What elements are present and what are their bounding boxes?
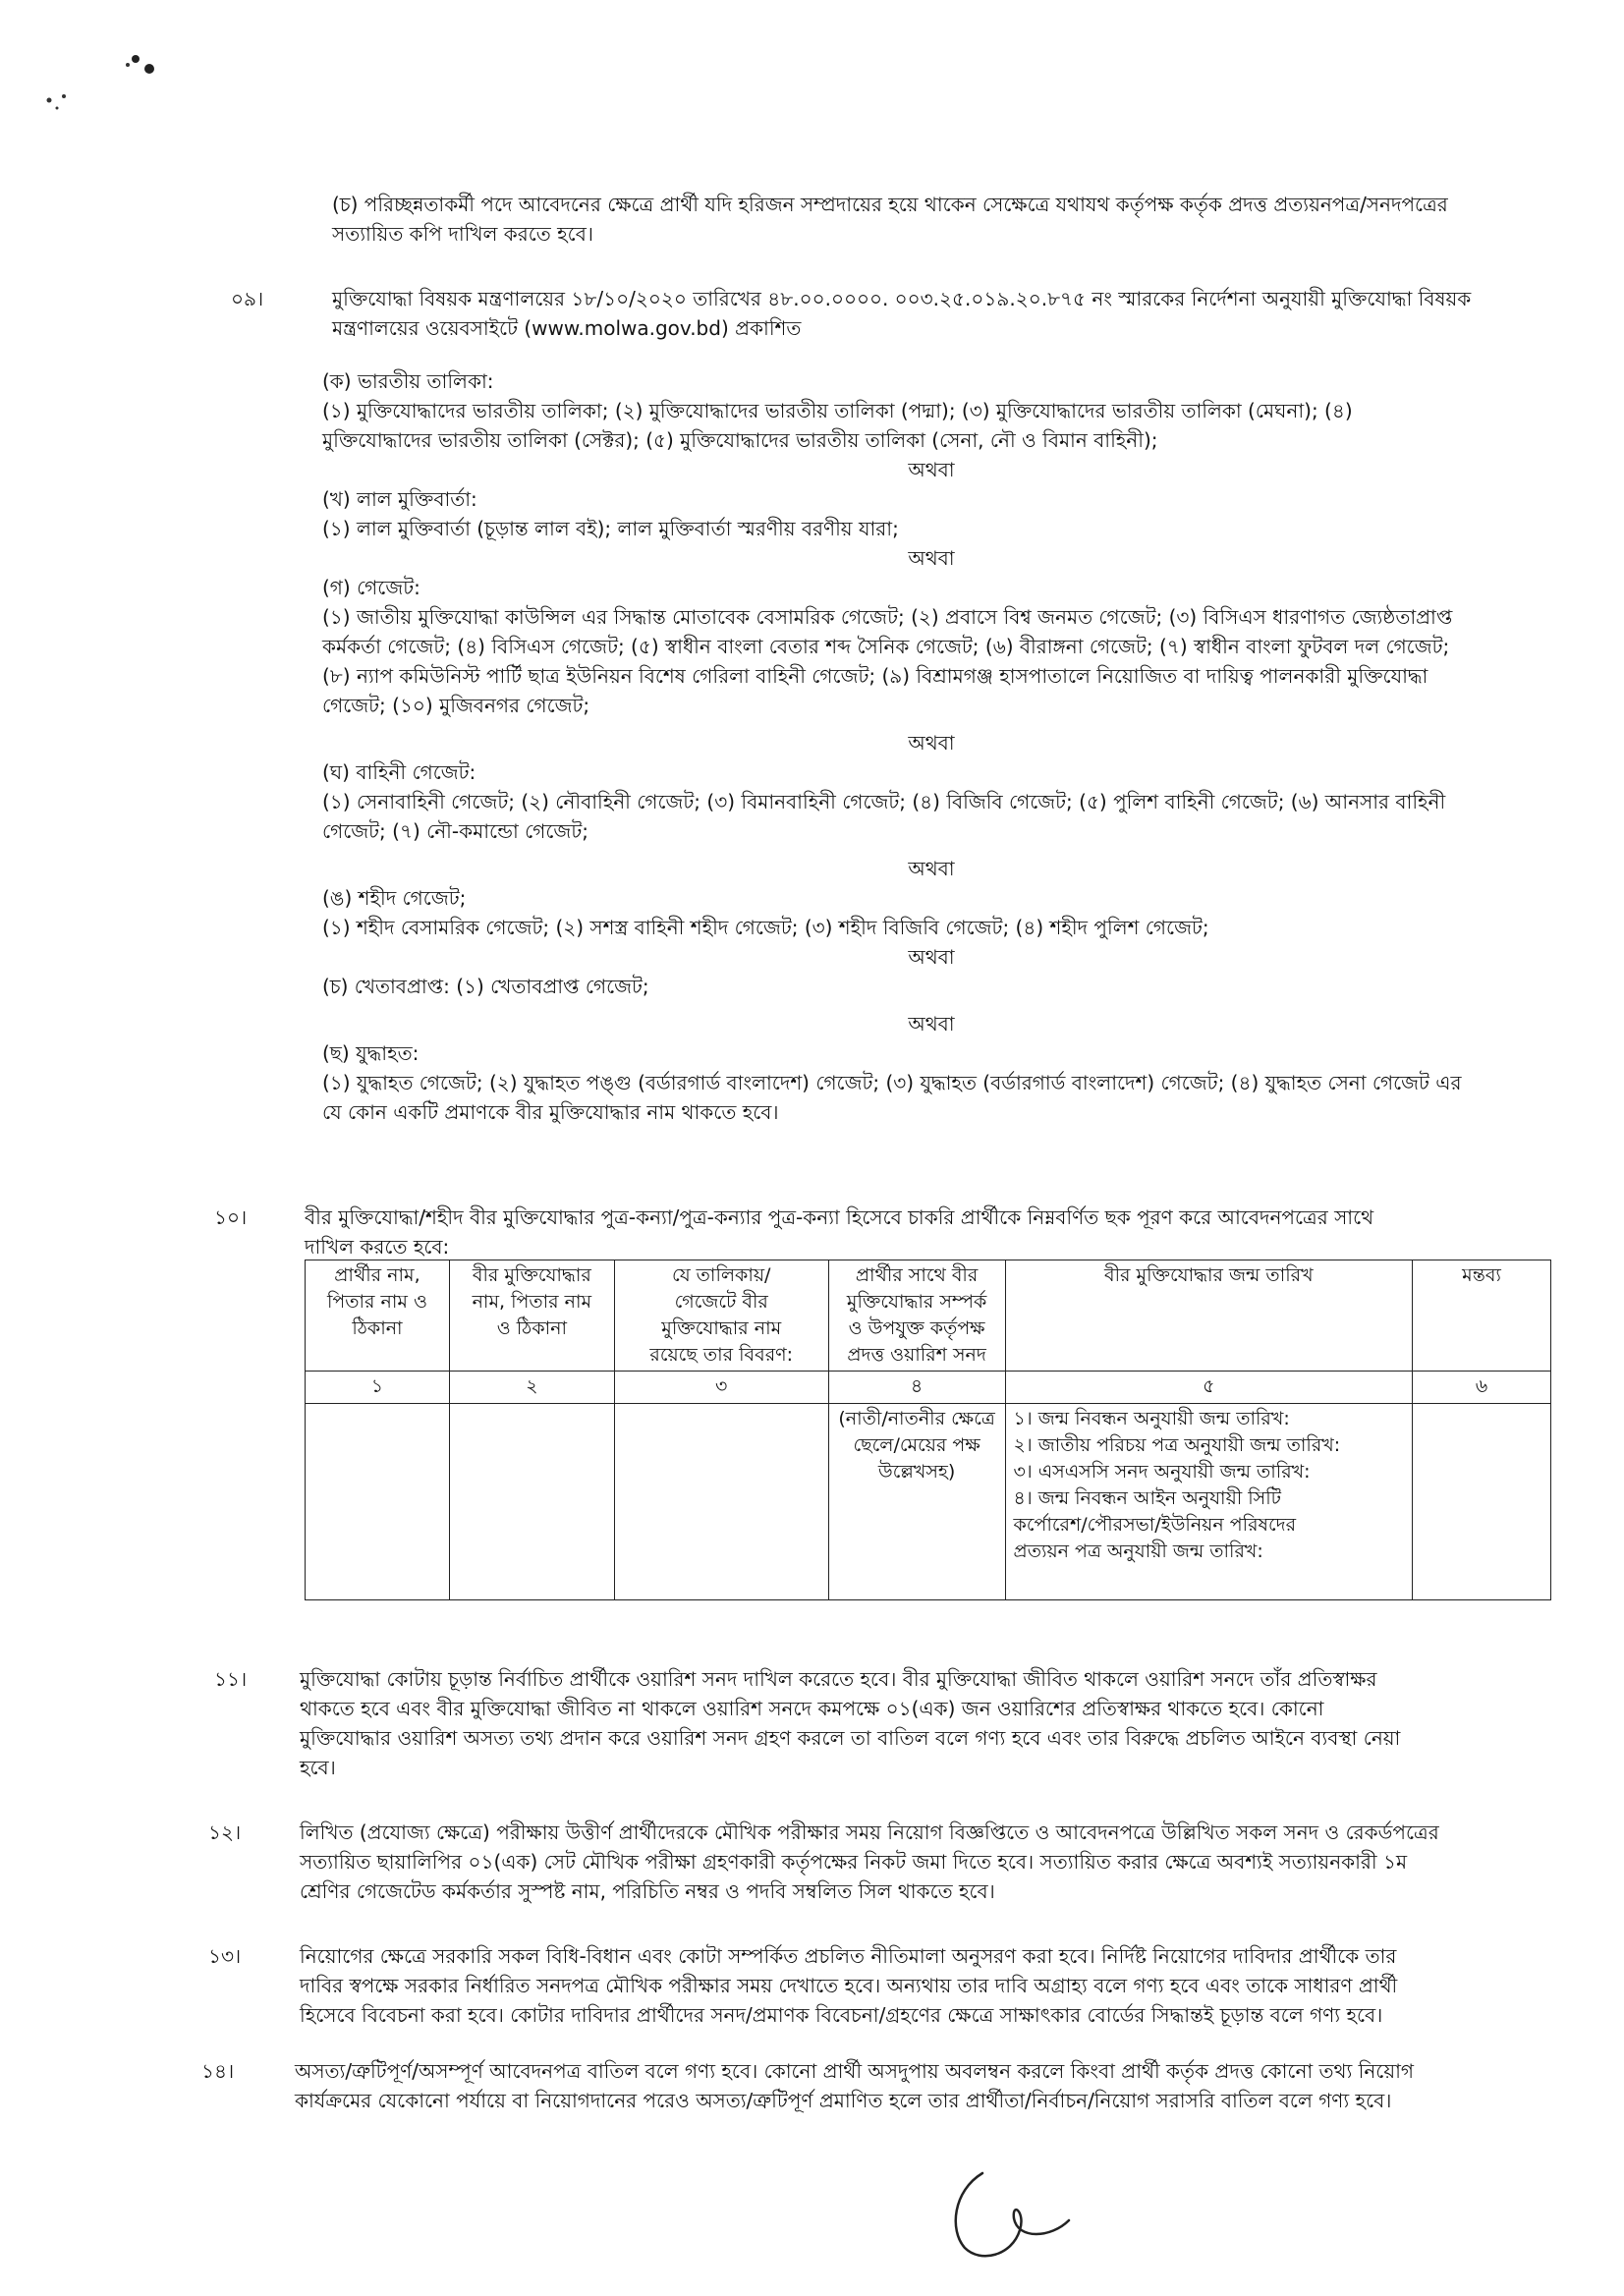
text-line: হিসেবে বিবেচনা করা হবে। কোটার দাবিদার প্রার্থীদের সনদ/প্রমাণক বিবেচনা/গ্রহণের ক্ষেত্রে সাক্ষাৎকার বোর্ডের সিদ্ধান্তই চূড়ান্ত বলে গণ্য হবে।: [300, 2003, 1383, 2027]
list-title: (ক) ভারতীয় তালিকা:: [322, 369, 494, 393]
text-line: (১) জাতীয় মুক্তিযোদ্ধা কাউন্সিল এর সিদ্ধান্ত মোতাবেক বেসামরিক গেজেট; (২) প্রবাসে বিশ্ব জনমত গেজেট; (৩) বিসিএস ধারণাগত জ্যেষ্ঠতাপ্রাপ্ত: [322, 605, 1453, 629]
table-number-row: [306, 1372, 1551, 1404]
column-number: ২: [449, 1372, 614, 1404]
text-line: অসত্য/ত্রুটিপূর্ণ/অসম্পূর্ণ আবেদনপত্র বাতিল বলে গণ্য হবে। কোনো প্রার্থী অসদুপায় অবলম্বন করলে কিংবা প্রার্থী কর্তৃক প্রদত্ত কোনো তথ্য নিয়োগ: [295, 2059, 1415, 2083]
text-line: কার্যক্রমের যেকোনো পর্যায়ে বা নিয়োগদানের পরেও অসত্য/ত্রুটিপূর্ণ প্রমাণিত হলে তার প্রার্থীতা/নির্বাচন/নিয়োগ সরাসরি বাতিল বলে গণ্য হবে।: [295, 2089, 1392, 2112]
or-separator: অথবা: [908, 731, 955, 755]
intro-paragraph: [332, 190, 1540, 249]
text-line: নিয়োগের ক্ষেত্রে সরকারি সকল বিধি-বিধান এবং কোটা সম্পর্কিত প্রচলিত নীতিমালা অনুসরণ করা হবে। নির্দিষ্ট নিয়োগের দাবিদার প্রার্থীকে তার: [300, 1944, 1397, 1968]
table-row: [306, 1404, 1551, 1600]
text-line: গেজেট; (৭) নৌ-কমান্ডো গেজেট;: [322, 819, 588, 843]
table-cell: [614, 1404, 828, 1600]
section-number: ১১।: [214, 1667, 248, 1691]
or-separator: অথবা: [908, 945, 955, 969]
section-10: [305, 1203, 1547, 1261]
section-12: [300, 1818, 1542, 1906]
list-title: (ঘ) বাহিনী গেজেট:: [322, 760, 476, 784]
section-number: ০৯।: [231, 287, 264, 310]
text-line: দাবির স্বপক্ষে সরকার নির্ধারিত সনদপত্র মৌখিক পরীক্ষার সময় দেখাতে হবে। অন্যথায় তার দাবি অগ্রাহ্য বলে গণ্য হবে এবং তাকে সাধারণ প্রার্থী: [300, 1974, 1398, 1997]
list-title: (ঙ) শহীদ গেজেট;: [322, 886, 467, 910]
text-line: মুক্তিযোদ্ধার ওয়ারিশ অসত্য তথ্য প্রদান করে ওয়ারিশ সনদ গ্রহণ করলে তা বাতিল বলে গণ্য হবে এবং তার বিরুদ্ধে প্রচলিত আইনে ব্যবস্থা নেয়া: [300, 1726, 1401, 1750]
handwritten-mark: [943, 2161, 1100, 2269]
table-cell-relationship-note: (নাতী/নাতনীর ক্ষেত্রে ছেলে/মেয়ের পক্ষ উল্লেখসহ): [828, 1404, 1005, 1600]
text-line: লিখিত (প্রযোজ্য ক্ষেত্রে) পরীক্ষায় উত্তীর্ণ প্রার্থীদেরকে মৌখিক পরীক্ষার সময় নিয়োগ বিজ্ঞপ্তিতে ও আবেদনপত্রে উল্লিখিত সকল সনদ ও রেকর্ডপত্রের: [300, 1820, 1439, 1844]
text-line: (১) শহীদ বেসামরিক গেজেট; (২) সশস্ত্র বাহিনী শহীদ গেজেট; (৩) শহীদ বিজিবি গেজেট; (৪) শহীদ পুলিশ গেজেট;: [322, 916, 1209, 939]
text-line: (চ) পরিচ্ছন্নতাকর্মী পদে আবেদনের ক্ষেত্রে প্রার্থী যদি হরিজন সম্প্রদায়ের হয়ে থাকেন সেক্ষেত্রে যথাযথ কর্তৃপক্ষ কর্তৃক প্রদত্ত প্রত্যয়নপত্র/সনদপত্রের: [332, 193, 1448, 216]
text-line: মুক্তিযোদ্ধা বিষয়ক মন্ত্রণালয়ের ১৮/১০/২০২০ তারিখের ৪৮.০০.০০০০. ০০৩.২৫.০১৯.২০.৮৭৫ নং স্মারকের নির্দেশনা অনুযায়ী মুক্তিযোদ্ধা বিষয়ক: [332, 287, 1472, 310]
list-title: (গ) গেজেট:: [322, 576, 420, 599]
list-title: (ছ) যুদ্ধাহত:: [322, 1041, 420, 1065]
text-line: (১) লাল মুক্তিবার্তা (চূড়ান্ত লাল বই); লাল মুক্তিবার্তা স্মরণীয় বরণীয় যারা;: [322, 517, 899, 540]
section-number: ১০।: [214, 1205, 248, 1229]
text-line: কর্মকর্তা গেজেট; (৪) বিসিএস গেজেট; (৫) স্বাধীন বাংলা বেতার শব্দ সৈনিক গেজেট; (৬) বীরাঙ্গনা গেজেট; (৭) স্বাধীন বাংলা ফুটবল দল গেজেট;: [322, 635, 1450, 658]
text-line: হবে।: [300, 1756, 336, 1779]
text-line: মুক্তিযোদ্ধা কোটায় চূড়ান্ত নির্বাচিত প্রার্থীকে ওয়ারিশ সনদ দাখিল করেতে হবে। বীর মুক্তিযোদ্ধা জীবিত থাকলে ওয়ারিশ সনদে তাঁর প্রতিস্বাক্ষর: [300, 1667, 1377, 1691]
text-line: (৮) ন্যাপ কমিউনিস্ট পার্টি ছাত্র ইউনিয়ন বিশেষ গেরিলা বাহিনী গেজেট; (৯) বিশ্রামগঞ্জ হাসপাতালে নিয়োজিত বা দায়িত্ব পালনকারী মুক্তিযোদ্ধা: [322, 664, 1428, 688]
column-number: ১: [306, 1372, 450, 1404]
section-number: ১৩।: [208, 1944, 242, 1968]
text-line: মন্ত্রণালয়ের ওয়েবসাইটে (www.molwa.gov.bd) প্রকাশিত: [332, 316, 802, 340]
scan-specks: [20, 39, 177, 128]
header-birth-date: বীর মুক্তিযোদ্ধার জন্ম তারিখ: [1005, 1260, 1413, 1372]
text-line: থাকতে হবে এবং বীর মুক্তিযোদ্ধা জীবিত না থাকলে ওয়ারিশ সনদে কমপক্ষে ০১(এক) জন ওয়ারিশের প্রতিস্বাক্ষর থাকতে হবে। কোনো: [300, 1697, 1324, 1720]
or-separator: অথবা: [908, 458, 955, 481]
list-line: (চ) খেতাবপ্রাপ্ত: (১) খেতাবপ্রাপ্ত গেজেট;: [322, 975, 649, 998]
text-line: (১) মুক্তিযোদ্ধাদের ভারতীয় তালিকা; (২) মুক্তিযোদ্ধাদের ভারতীয় তালিকা (পদ্মা); (৩) মুক্তিযোদ্ধাদের ভারতীয় তালিকা (মেঘনা); (৪): [322, 399, 1353, 422]
table-header-row: [306, 1260, 1551, 1372]
list-ka: [322, 366, 1540, 1127]
section-number: ১২।: [208, 1820, 242, 1844]
section-number: ১৪।: [201, 2059, 235, 2083]
text-line: দাখিল করতে হবে:: [305, 1235, 450, 1259]
table-cell: [449, 1404, 614, 1600]
heir-info-table: [305, 1260, 1551, 1600]
text-line: গেজেট; (১০) মুজিবনগর গেজেট;: [322, 694, 590, 717]
table-cell: [1413, 1404, 1551, 1600]
list-title: (খ) লাল মুক্তিবার্তা:: [322, 487, 477, 511]
table-cell: [306, 1404, 450, 1600]
section-13: [300, 1941, 1542, 2030]
header-candidate: প্রার্থীর নাম, পিতার নাম ও ঠিকানা: [306, 1260, 450, 1372]
text-line: যে কোন একটি প্রমাণকে বীর মুক্তিযোদ্ধার নাম থাকতে হবে।: [322, 1100, 779, 1124]
text-line: (১) যুদ্ধাহত গেজেট; (২) যুদ্ধাহত পঙ্গু (বর্ডারগার্ড বাংলাদেশ) গেজেট; (৩) যুদ্ধাহত (বর্ডারগার্ড বাংলাদেশ) গেজেট; (৪) যুদ্ধাহত সেনা গেজেট এর: [322, 1071, 1462, 1094]
or-separator: অথবা: [908, 1012, 955, 1036]
text-line: মুক্তিযোদ্ধাদের ভারতীয় তালিকা (সেক্টর); (৫) মুক্তিযোদ্ধাদের ভারতীয় তালিকা (সেনা, নৌ ও বিমান বাহিনী);: [322, 428, 1158, 452]
text-line: শ্রেণির গেজেটেড কর্মকর্তার সুস্পষ্ট নাম, পরিচিতি নম্বর ও পদবি সম্বলিত সিল থাকতে হবে।: [300, 1879, 995, 1903]
or-separator: অথবা: [908, 546, 955, 570]
header-relationship: প্রার্থীর সাথে বীর মুক্তিযোদ্ধার সম্পর্ক ও উপযুক্ত কর্তৃপক্ষ প্রদত্ত ওয়ারিশ সনদ: [828, 1260, 1005, 1372]
table-cell-birth-dates: ১। জন্ম নিবন্ধন অনুযায়ী জন্ম তারিখ: ২। জাতীয় পরিচয় পত্র অনুযায়ী জন্ম তারিখ: ৩। এসএসসি সনদ অনুযায়ী জন্ম তারিখ: ৪। জন্ম নিবন্ধন আইন অনুযায়ী সিটি কর্পোরেশ/পৌরসভা/ইউনিয়ন পরিষদের প্রত্যয়ন পত্র অনুযায়ী জন্ম তারিখ:: [1005, 1404, 1413, 1600]
column-number: ৩: [614, 1372, 828, 1404]
or-separator: অথবা: [908, 857, 955, 880]
text-line: (১) সেনাবাহিনী গেজেট; (২) নৌবাহিনী গেজেট; (৩) বিমানবাহিনী গেজেট; (৪) বিজিবি গেজেট; (৫) পুলিশ বাহিনী গেজেট; (৬) আনসার বাহিনী: [322, 790, 1446, 813]
section-11: [300, 1664, 1542, 1782]
text-line: সত্যায়িত কপি দাখিল করতে হবে।: [332, 222, 593, 246]
column-number: ৪: [828, 1372, 1005, 1404]
header-list-gazette: যে তালিকায়/ গেজেটে বীর মুক্তিযোদ্ধার নাম রয়েছে তার বিবরণ:: [614, 1260, 828, 1372]
header-remarks: মন্তব্য: [1413, 1260, 1551, 1372]
column-number: ৬: [1413, 1372, 1551, 1404]
section-9: [332, 284, 1540, 343]
header-freedom-fighter: বীর মুক্তিযোদ্ধার নাম, পিতার নাম ও ঠিকানা: [449, 1260, 614, 1372]
text-line: বীর মুক্তিযোদ্ধা/শহীদ বীর মুক্তিযোদ্ধার পুত্র-কন্যা/পুত্র-কন্যার পুত্র-কন্যা হিসেবে চাকরি প্রার্থীকে নিম্নবর্ণিত ছক পূরণ করে আবেদনপত্রের সাথে: [305, 1205, 1374, 1229]
column-number: ৫: [1005, 1372, 1413, 1404]
section-14: [295, 2056, 1538, 2115]
text-line: সত্যায়িত ছায়ালিপির ০১(এক) সেট মৌখিক পরীক্ষা গ্রহণকারী কর্তৃপক্ষের নিকট জমা দিতে হবে। সত্যায়িত করার ক্ষেত্রে অবশ্যই সত্যায়নকারী ১ম: [300, 1850, 1408, 1874]
